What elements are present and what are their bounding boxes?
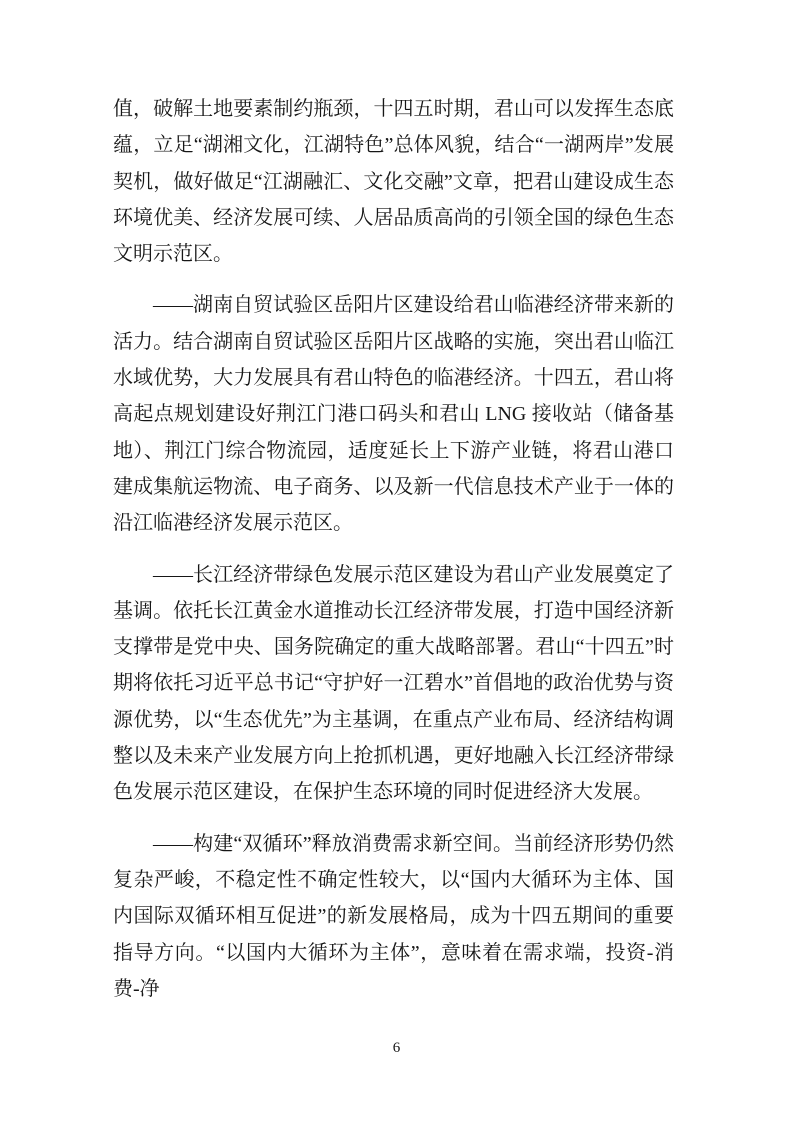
text-block bbox=[113, 91, 674, 1007]
paragraph-dual-circulation: ——构建“双循环”释放消费需求新空间。当前经济形势仍然复杂严峻，不稳定性不确定性较大，以“国内大循环为主体、国内国际双循环相互促进”的新发展格局，成为十四五期间的重要指导方向。“以国内大循环为主体”，意味着在需求端，投资-消费-净 bbox=[113, 832, 674, 1000]
paragraph-yangtze-belt: ——长江经济带绿色发展示范区建设为君山产业发展奠定了基调。依托长江黄金水道推动长江经济带发展，打造中国经济新支撑带是党中央、国务院确定的重大战略部署。君山“十四五”时期将依托习近平总书记“守护好一江碧水”首倡地的政治优势与资源优势，以“生态优先”为主基调，在重点产业布局、经济结构调整以及未来产业发展方向上抢抓机遇，更好地融入长江经济带绿色发展示范区建设，在保护生态环境的同时促进经济大发展。 bbox=[113, 563, 674, 804]
paragraph-continuation: 值，破解土地要素制约瓶颈，十四五时期，君山可以发挥生态底蕴，立足“湖湘文化，江湖特色”总体风貌，结合“一湖两岸”发展契机，做好做足“江湖融汇、文化交融”文章，把君山建设成生态环境优美、经济发展可续、人居品质高尚的引领全国的绿色生态文明示范区。 bbox=[113, 98, 674, 266]
paragraph-hunan-ftz: ——湖南自贸试验区岳阳片区建设给君山临港经济带来新的活力。结合湖南自贸试验区岳阳片区战略的实施，突出君山临江水域优势，大力发展具有君山特色的临港经济。十四五，君山将高起点规划建设好荆江门港口码头和君山 LNG 接收站（储备基地）、荆江门综合物流园，适度延长上下游产业链，将君山港口建成集航运物流、电子商务、以及新一代信息技术产业于一体的沿江临港经济发展示范区。 bbox=[113, 294, 674, 535]
page-number: 6 bbox=[392, 1040, 401, 1056]
